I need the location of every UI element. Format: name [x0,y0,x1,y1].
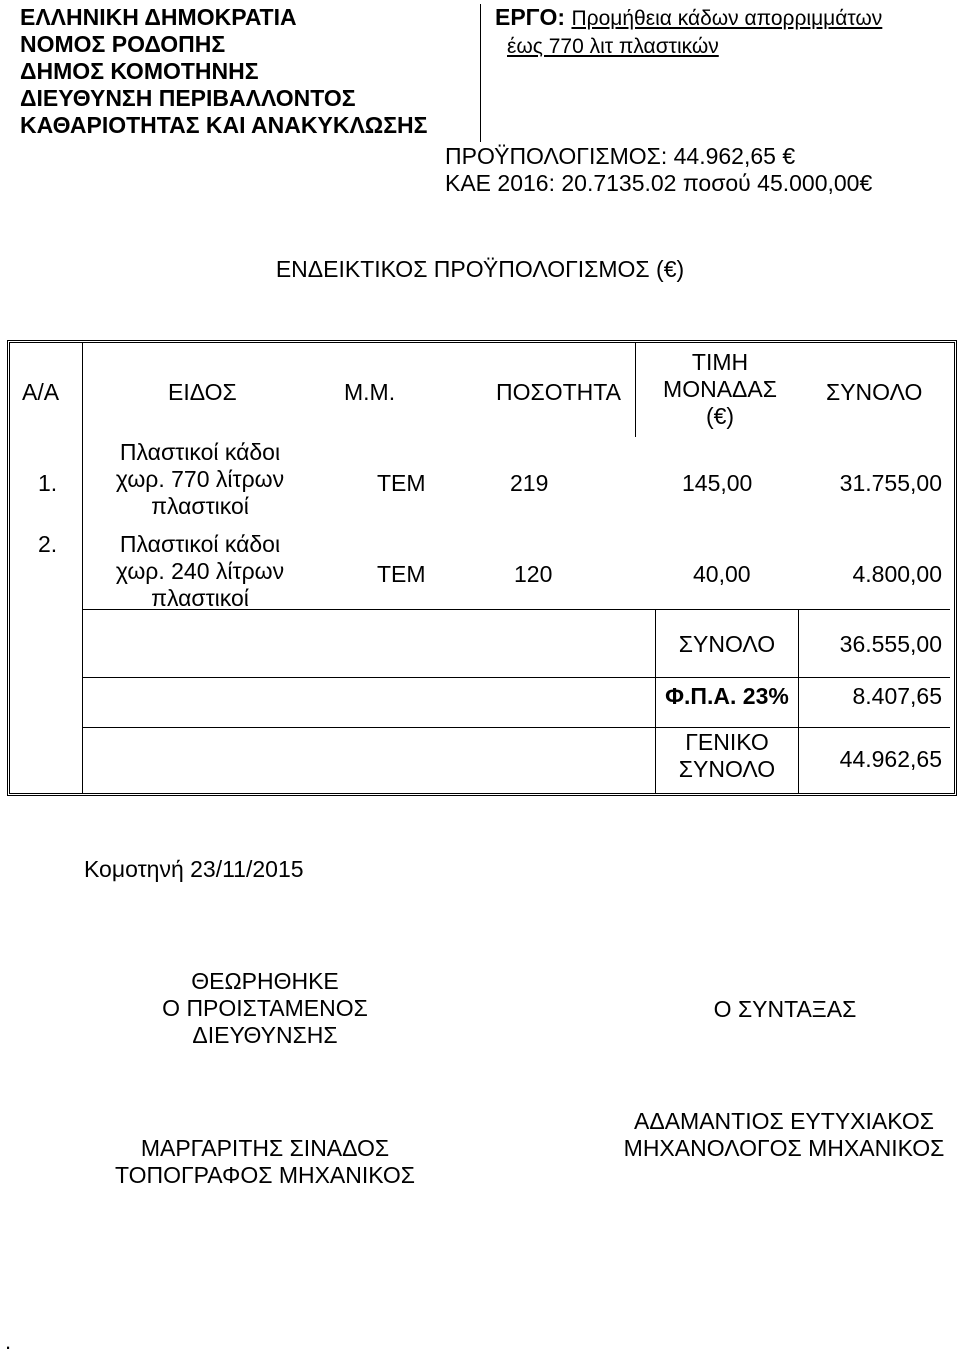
header-price-line: (€) [705,403,735,429]
header-qty: ΠΟΣΟΤΗΤΑ [496,379,621,405]
header-total: ΣΥΝΟΛΟ [826,379,923,405]
grand-total-label [656,729,798,783]
vat-label: Φ.Π.Α. 23% [665,683,789,709]
author-name-line: ΜΗΧΑΝΟΛΟΓΟΣ ΜΗΧΑΝΙΚΟΣ [623,1135,945,1161]
row-divider [82,727,950,728]
approver-title-line: Ο ΠΡΟΙΣΤΑΜΕΝΟΣ [162,995,368,1021]
issuing-authority [20,4,490,139]
header-price-line: ΜΟΝΑΔΑΣ [663,376,777,402]
header-item: ΕΙΔΟΣ [168,379,237,405]
grand-total-label-line: ΣΥΝΟΛΟ [678,756,776,782]
row-item-line: πλαστικοί [151,493,249,519]
approver-title-line: ΔΙΕΥΘΥΝΣΗΣ [192,1022,338,1048]
row-total: 4.800,00 [852,561,942,587]
header-price [640,349,800,430]
row-unit: ΤΕΜ [377,561,426,587]
row-item [100,439,300,520]
row-item-line: Πλαστικοί κάδοι [119,439,281,465]
row-item [100,531,300,612]
row-aa: 2. [38,531,58,557]
budget-block [445,143,895,197]
col-divider [635,343,636,437]
project-title-line1: Προμήθεια κάδων απορριμμάτων [571,7,883,30]
row-divider [82,677,950,678]
header-divider [480,4,481,142]
col-divider [798,609,799,793]
approver-name-line: ΜΑΡΓΑΡΙΤΗΣ ΣΙΝΑΔΟΣ [140,1135,390,1161]
vat-value: 8.407,65 [852,683,942,709]
org-line: ΕΛΛΗΝΙΚΗ ΔΗΜΟΚΡΑΤΙΑ [20,4,297,30]
row-item-line: πλαστικοί [151,585,249,611]
row-total: 31.755,00 [839,470,942,496]
grand-total-value: 44.962,65 [839,746,942,772]
row-item-line: χωρ. 770 λίτρων [115,466,285,492]
subtotal-label: ΣΥΝΟΛΟ [678,631,776,657]
header-aa: Α/Α [22,379,60,405]
author-name [598,1108,960,1162]
org-line: ΔΙΕΥΘΥΝΣΗ ΠΕΡΙΒΑΛΛΟΝΤΟΣ [20,85,356,111]
header-price-line: ΤΙΜΗ [691,349,749,375]
header-unit: Μ.Μ. [344,379,396,405]
kae-line: ΚΑΕ 2016: 20.7135.02 ποσού 45.000,00€ [445,170,873,196]
row-item-line: χωρ. 240 λίτρων [115,558,285,584]
place-date: Κομοτηνή 23/11/2015 [84,856,304,882]
row-qty: 120 [514,561,553,587]
author-name-line: ΑΔΑΜΑΝΤΙΟΣ ΕΥΤΥΧΙΑΚΟΣ [634,1108,934,1134]
project-title-line2: έως 770 λιτ πλαστικών [507,35,719,58]
approver-name-line: ΤΟΠΟΓΡΑΦΟΣ ΜΗΧΑΝΙΚΟΣ [114,1162,416,1188]
project-label: ΕΡΓΟ: [495,4,566,30]
footer-mark: . [5,1329,12,1354]
col-divider [82,610,83,793]
org-line: ΔΗΜΟΣ ΚΟΜΟΤΗΝΗΣ [20,58,259,84]
row-unit: ΤΕΜ [377,470,426,496]
row-item-line: Πλαστικοί κάδοι [119,531,281,557]
approver-title-line: ΘΕΩΡΗΘΗΚΕ [191,968,339,994]
row-qty: 219 [510,470,549,496]
table-title: ΕΝΔΕΙΚΤΙΚΟΣ ΠΡΟΫΠΟΛΟΓΙΣΜΟΣ (€) [275,256,685,282]
approver-title [140,968,390,1049]
row-price: 145,00 [682,470,753,496]
org-line: ΚΑΘΑΡΙΟΤΗΤΑΣ ΚΑΙ ΑΝΑΚΥΚΛΩΣΗΣ [20,112,428,138]
budget-line: ΠΡΟΫΠΟΛΟΓΙΣΜΟΣ: 44.962,65 € [445,143,796,169]
approver-name [90,1135,440,1189]
grand-total-label-line: ΓΕΝΙΚΟ [685,729,769,755]
budget-table [7,340,957,796]
author-title: Ο ΣΥΝΤΑΞΑΣ [713,996,857,1022]
col-divider [82,343,83,609]
row-price: 40,00 [693,561,751,587]
subtotal-value: 36.555,00 [839,631,942,657]
project-info [495,4,955,60]
org-line: ΝΟΜΟΣ ΡΟΔΟΠΗΣ [20,31,226,57]
row-aa: 1. [38,470,58,496]
